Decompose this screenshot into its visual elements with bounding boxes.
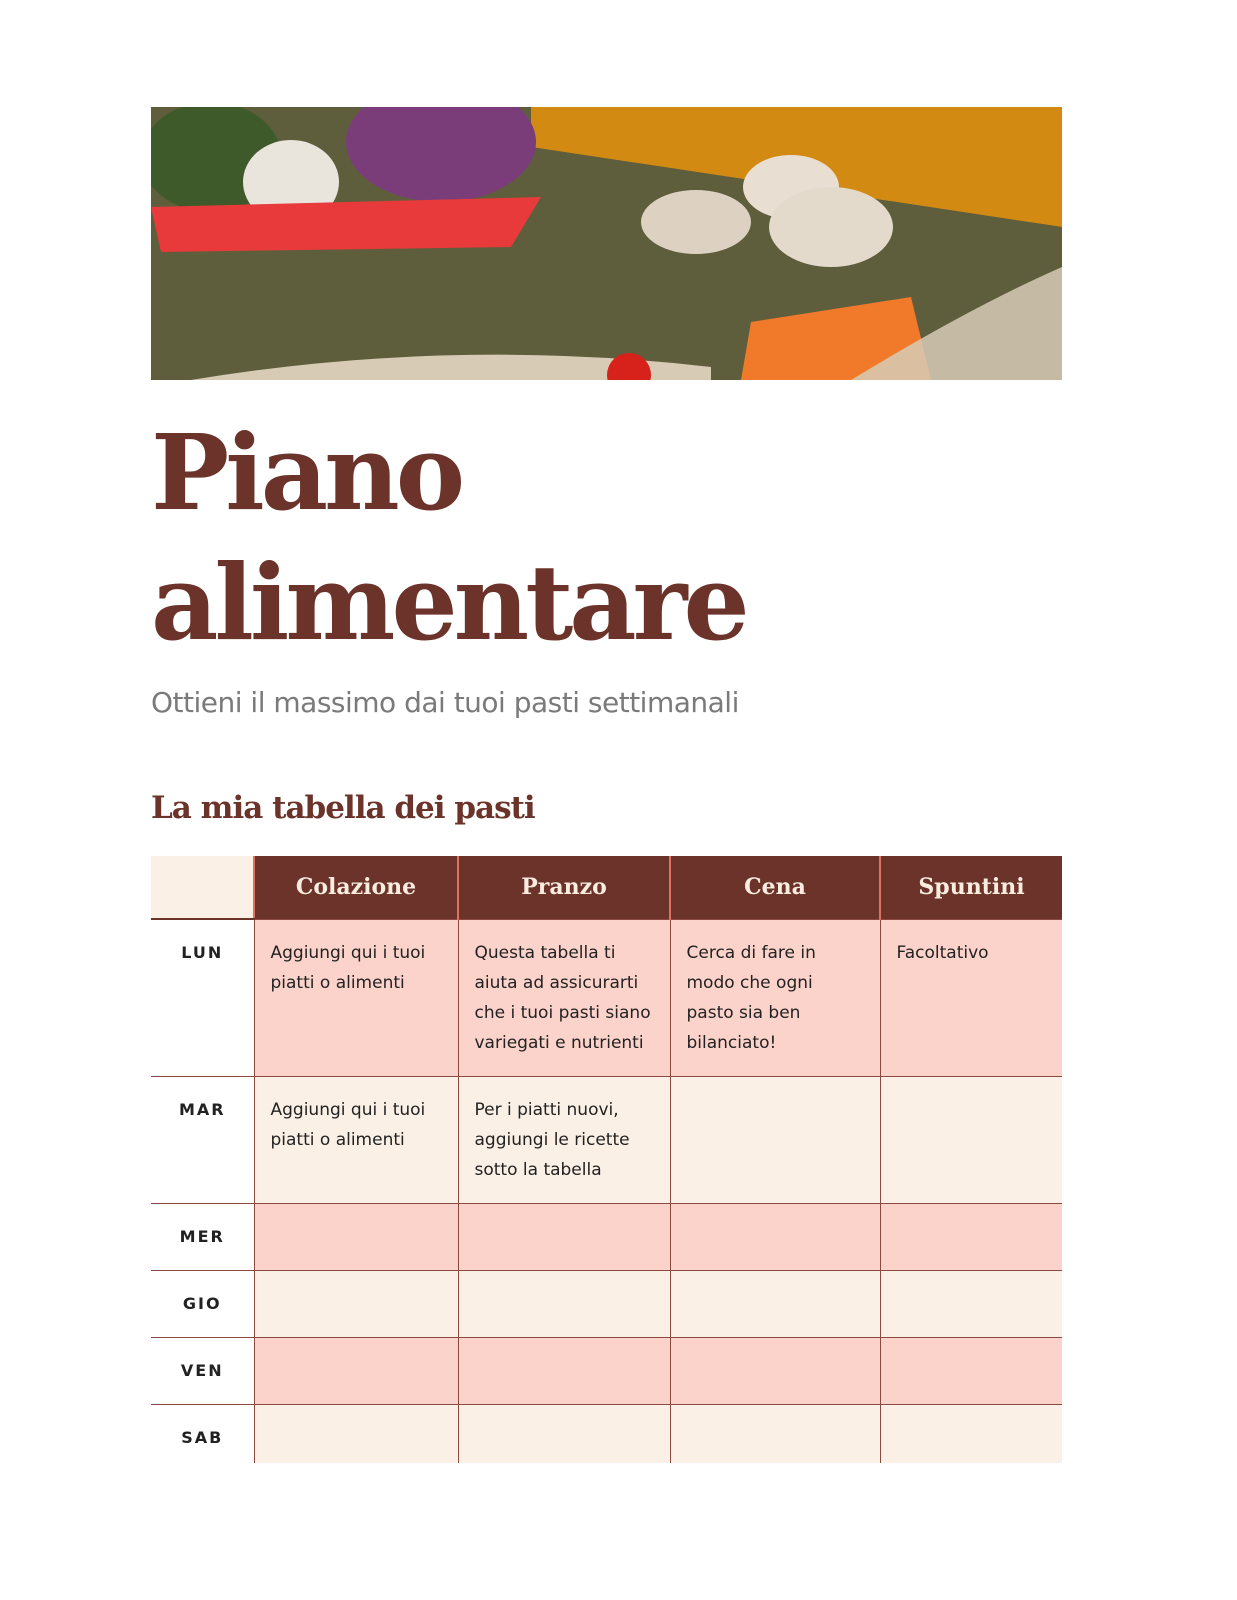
table-cell[interactable] bbox=[880, 1337, 1062, 1404]
title-line-2: alimentare bbox=[151, 541, 746, 664]
corner-cell bbox=[151, 856, 254, 919]
column-header-colazione: Colazione bbox=[254, 856, 458, 919]
table-cell[interactable]: Aggiungi qui i tuoi piatti o alimenti bbox=[254, 919, 458, 1076]
day-label: MER bbox=[151, 1203, 254, 1270]
table-row bbox=[151, 1076, 1062, 1203]
table-cell[interactable] bbox=[458, 1203, 670, 1270]
table-cell[interactable] bbox=[254, 1337, 458, 1404]
table-cell[interactable] bbox=[254, 1203, 458, 1270]
title-line-1: Piano bbox=[151, 411, 462, 534]
table-cell[interactable] bbox=[670, 1270, 880, 1337]
table-cell[interactable] bbox=[254, 1404, 458, 1463]
table-cell[interactable]: Aggiungi qui i tuoi piatti o alimenti bbox=[254, 1076, 458, 1203]
table-cell[interactable] bbox=[880, 1076, 1062, 1203]
table-cell[interactable] bbox=[458, 1337, 670, 1404]
table-cell[interactable]: Facoltativo bbox=[880, 919, 1062, 1076]
column-header-cena: Cena bbox=[670, 856, 880, 919]
section-title: La mia tabella dei pasti bbox=[151, 790, 535, 826]
table-cell[interactable] bbox=[254, 1270, 458, 1337]
table-cell[interactable]: Cerca di fare in modo che ogni pasto sia ben bilanciato! bbox=[670, 919, 880, 1076]
subtitle: Ottieni il massimo dai tuoi pasti settimanali bbox=[151, 686, 739, 719]
meal-table bbox=[151, 856, 1062, 1463]
day-label: VEN bbox=[151, 1337, 254, 1404]
table-cell[interactable] bbox=[670, 1203, 880, 1270]
table-cell[interactable] bbox=[670, 1076, 880, 1203]
table-cell[interactable]: Questa tabella ti aiuta ad assicurarti che i tuoi pasti siano variegati e nutrienti bbox=[458, 919, 670, 1076]
table-row bbox=[151, 1270, 1062, 1337]
page-title bbox=[151, 408, 746, 668]
table-cell[interactable] bbox=[880, 1203, 1062, 1270]
day-label: SAB bbox=[151, 1404, 254, 1463]
table-cell[interactable] bbox=[670, 1404, 880, 1463]
column-header-spuntini: Spuntini bbox=[880, 856, 1062, 919]
table-cell[interactable] bbox=[880, 1270, 1062, 1337]
day-label: LUN bbox=[151, 919, 254, 1076]
table-row bbox=[151, 919, 1062, 1076]
hero-vegetables-image bbox=[151, 107, 1062, 380]
table-row bbox=[151, 1337, 1062, 1404]
table-cell[interactable] bbox=[670, 1337, 880, 1404]
day-label: MAR bbox=[151, 1076, 254, 1203]
table-cell[interactable] bbox=[458, 1270, 670, 1337]
table-row bbox=[151, 1404, 1062, 1463]
table-cell[interactable]: Per i piatti nuovi, aggiungi le ricette sotto la tabella bbox=[458, 1076, 670, 1203]
table-cell[interactable] bbox=[458, 1404, 670, 1463]
day-label: GIO bbox=[151, 1270, 254, 1337]
table-cell[interactable] bbox=[880, 1404, 1062, 1463]
table-row bbox=[151, 1203, 1062, 1270]
column-header-pranzo: Pranzo bbox=[458, 856, 670, 919]
